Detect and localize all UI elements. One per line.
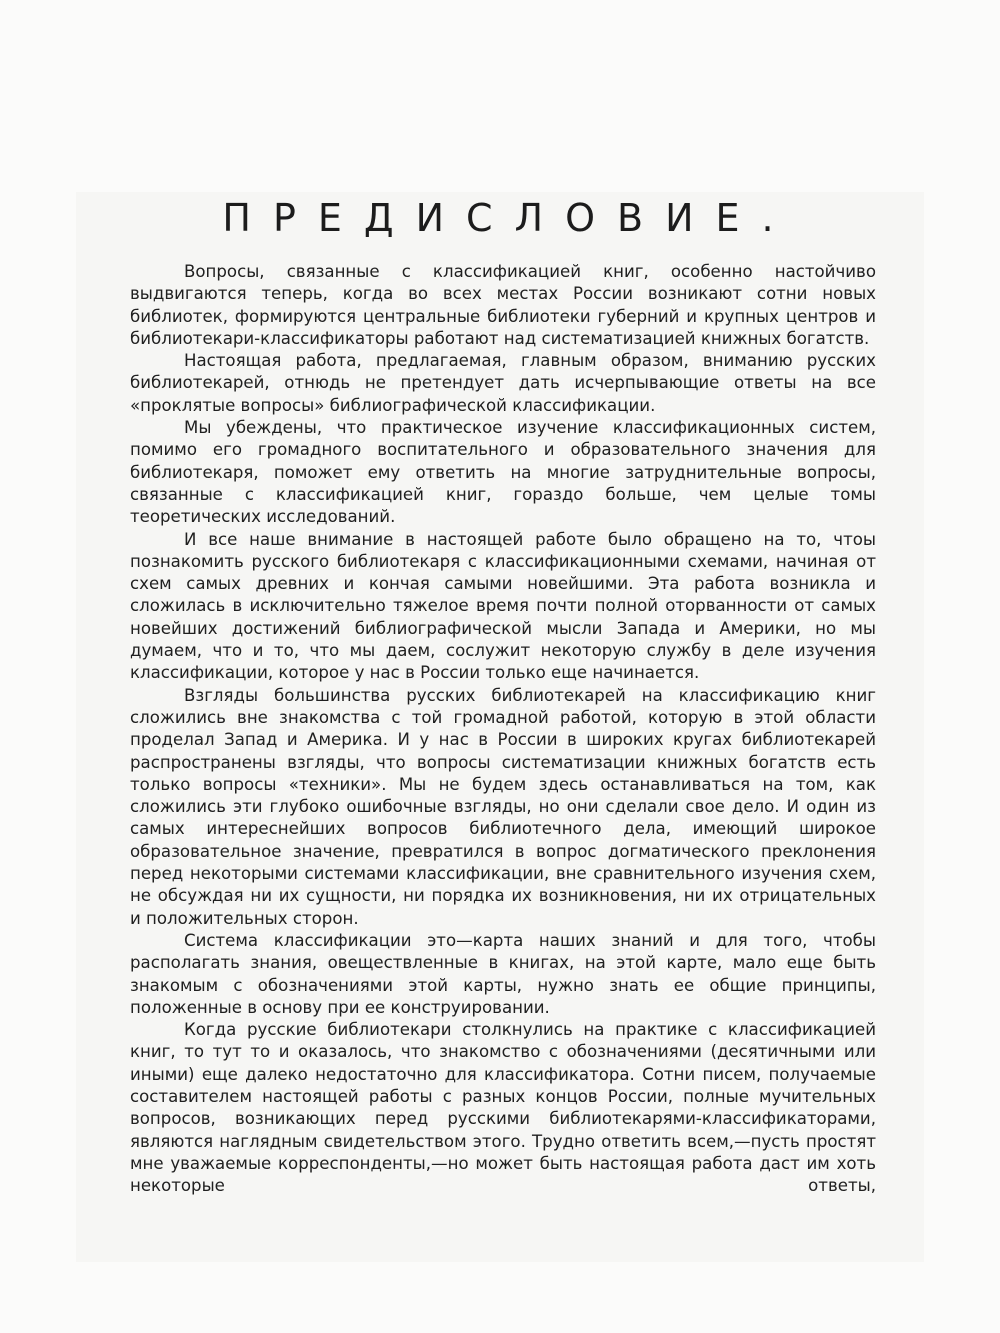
paragraph-3: Мы убеждены, что практическое изучение классификационных систем, помимо его громадного воспитательного и образовательного значения для библиотекаря, поможет ему ответить на многие затруднительные вопросы, связанные с классификацией книг, гораздо больше, чем целые томы теоретических исследований. [130,418,876,527]
paragraph-7: Когда русские библиотекари столкнулись на практике с классификацией книг, то тут то и оказалось, что знакомство с обозначениями (десятичными или иными) еще далеко недостаточно для классификатора. Сотни писем, получаемые составителем настоящей работы с разных концов России, полные мучительных вопросов, возникающих перед русскими библиотекарями-классификаторами, являются наглядным свидетельством этого. Трудно ответить всем,—пусть простят мне уважаемые корреспонденты,—но может быть настоящая работа даст им хоть некоторые ответы, [130,1020,876,1196]
page-title: ПРЕДИСЛОВИЕ. [222,196,796,240]
paragraph-2: Настоящая работа, предлагаемая, главным образом, вниманию русских библиотекарей, отнюдь не претендует дать исчерпывающие ответы на все «проклятые вопросы» библиографической классификации. [130,351,876,415]
paragraph-6: Система классификации это—карта наших знаний и для того, чтобы располагать знания, овеществленные в книгах, на этой карте, мало еще быть знакомым с обозначениями этой карты, нужно знать ее общие принципы, положенные в основу при ее конструировании. [130,930,876,1017]
paragraph-4: И все наше внимание в настоящей работе было обращено на то, чтоы познакомить русского библиотекаря с классификационными схемами, начиная от схем самых древних и кончая самыми новейшими. Эта работа возникла и сложилась в исключительно тяжелое время почти полной оторванности от самых новейших достижений библиографической мысли Запада и Америки, но мы думаем, что и то, что мы даем, сослужит некоторую службу в деле изучения классификации, которое у нас в России только еще начинается. [130,529,876,683]
document-body [130,261,876,1197]
paragraph-5: Взгляды большинства русских библиотекарей на классификацию книг сложились вне знакомства с той громадной работой, которую в этой области проделал Запад и Америка. И у нас в России в широких кругах библиотекарей распространены взгляды, что вопросы систематизации книжных богатств есть только вопросы «техники». Мы не будем здесь останавливаться на том, как сложились эти глубоко ошибочные взгляды, но они сделали свое дело. И один из самых интереснейших вопросов библиотечного дела, имеющий широкое образовательное значение, превратился в вопрос догматического преклонения перед некоторыми системами классификации, вне сравнительного изучения схем, не обсуждая ни их сущности, ни порядка их возникновения, ни их отрицательных и положительных сторон. [130,685,876,928]
paragraph-1: Вопросы, связанные с классификацией книг, особенно настойчиво выдвигаются теперь, когда во всех местах России возникают сотни новых библиотек, формируются центральные библиотеки губерний и крупных центров и библиотекари-классификаторы работают над систематизацией книжных богатств. [130,262,876,348]
